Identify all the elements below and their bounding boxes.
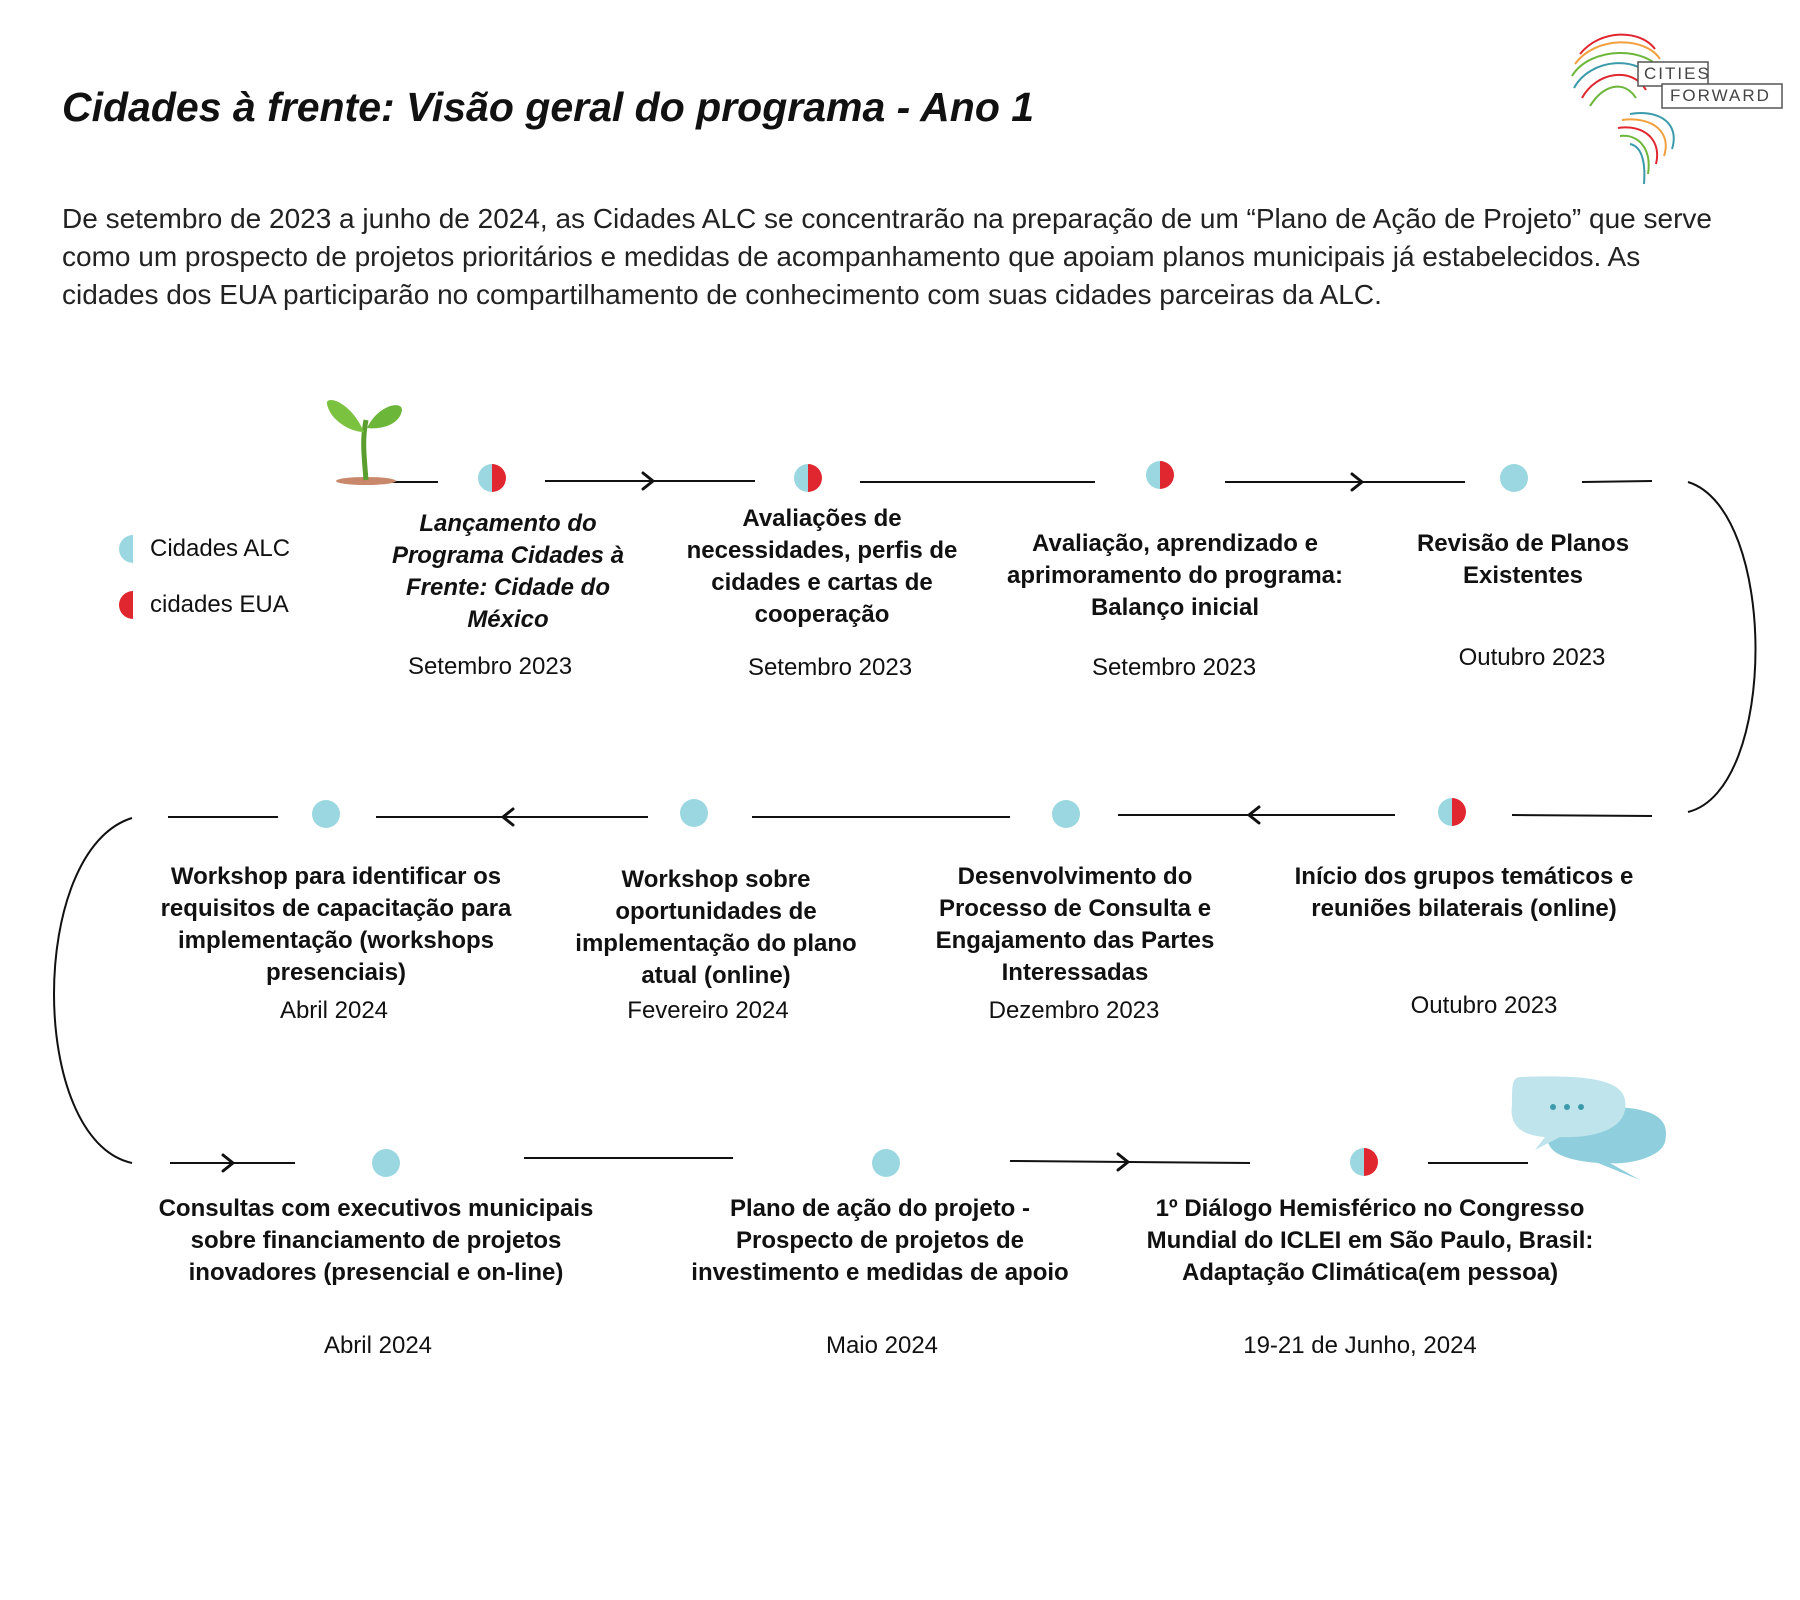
milestone-marker bbox=[1438, 798, 1466, 826]
milestone-title: Lançamento do Programa Cidades à Frente: Cidade do México bbox=[391, 510, 625, 633]
milestone-title: Desenvolvimento do Processo de Consulta e Engajamento das Partes Interessadas bbox=[935, 863, 1215, 986]
milestone-date: Setembro 2023 bbox=[1091, 654, 1257, 681]
legend-eua-marker bbox=[119, 591, 133, 619]
milestone-title: Início dos grupos temáticos e reuniões bilaterais (online) bbox=[1294, 863, 1634, 922]
milestone-title: Plano de ação do projeto - Prospecto de projetos de investimento e medidas de apoio bbox=[691, 1195, 1069, 1286]
milestone-marker bbox=[680, 799, 708, 827]
milestone-title: Revisão de Planos Existentes bbox=[1416, 530, 1630, 589]
milestone-title: Avaliação, aprendizado e aprimoramento do programa: Balanço inicial bbox=[1006, 530, 1344, 621]
milestone-title: 1º Diálogo Hemisférico no Congresso Mundial do ICLEI em São Paulo, Brasil: Adaptação Climática(em pessoa) bbox=[1146, 1195, 1594, 1286]
milestone-marker bbox=[372, 1149, 400, 1177]
milestone-marker bbox=[1146, 461, 1174, 489]
milestone-marker bbox=[794, 464, 822, 492]
milestone-date: Abril 2024 bbox=[323, 1332, 433, 1359]
milestone-marker bbox=[478, 464, 506, 492]
milestone-title: Avaliações de necessidades, perfis de cidades e cartas de cooperação bbox=[686, 505, 958, 628]
milestone-date: Fevereiro 2024 bbox=[627, 997, 789, 1024]
legend-alc-label: Cidades ALC bbox=[150, 535, 291, 562]
milestone-date: Maio 2024 bbox=[825, 1332, 939, 1359]
cities-forward-logo-icon bbox=[1560, 24, 1786, 190]
page-title: Cidades à frente: Visão geral do programa - Ano 1 bbox=[62, 84, 1035, 130]
milestone-title: Consultas com executivos municipais sobre financiamento de projetos inovadores (presencial e on-line) bbox=[158, 1195, 594, 1286]
cities-forward-logo bbox=[1560, 24, 1786, 190]
milestone-date: 19-21 de Junho, 2024 bbox=[1243, 1332, 1477, 1359]
milestone-marker bbox=[872, 1149, 900, 1177]
speech-bubbles-icon bbox=[1512, 1076, 1666, 1180]
logo-line1: CITIES bbox=[1644, 64, 1711, 83]
logo-line2: FORWARD bbox=[1670, 86, 1771, 105]
milestone-title: Workshop sobre oportunidades de implementação do plano atual (online) bbox=[575, 866, 857, 989]
milestone-marker bbox=[1500, 464, 1528, 492]
milestone-date: Setembro 2023 bbox=[747, 654, 913, 681]
milestone-date: Setembro 2023 bbox=[407, 653, 573, 680]
sprout-icon bbox=[327, 400, 402, 485]
milestone-marker bbox=[312, 800, 340, 828]
milestone-date: Outubro 2023 bbox=[1410, 992, 1558, 1019]
legend-alc-marker bbox=[119, 535, 133, 563]
milestone-marker bbox=[1052, 800, 1080, 828]
intro-paragraph: De setembro de 2023 a junho de 2024, as Cidades ALC se concentrarão na preparação de um “Plano de Ação de Projeto” que serve como um prospecto de projetos prioritários e medidas de acompanhamento que apoiam planos municipais já estabelecidos. As cidades dos EUA participarão no compartilhamento de conhecimento com suas cidades parceiras da ALC. bbox=[62, 203, 1712, 310]
milestone-date: Dezembro 2023 bbox=[988, 997, 1160, 1024]
milestone-date: Outubro 2023 bbox=[1458, 644, 1606, 671]
legend-markers bbox=[119, 535, 133, 619]
milestone-date: Abril 2024 bbox=[279, 997, 389, 1024]
milestone-marker bbox=[1350, 1148, 1378, 1176]
legend-eua-label: cidades EUA bbox=[150, 591, 289, 618]
milestone-title: Workshop para identificar os requisitos de capacitação para implementação (workshops presenciais) bbox=[160, 863, 512, 986]
